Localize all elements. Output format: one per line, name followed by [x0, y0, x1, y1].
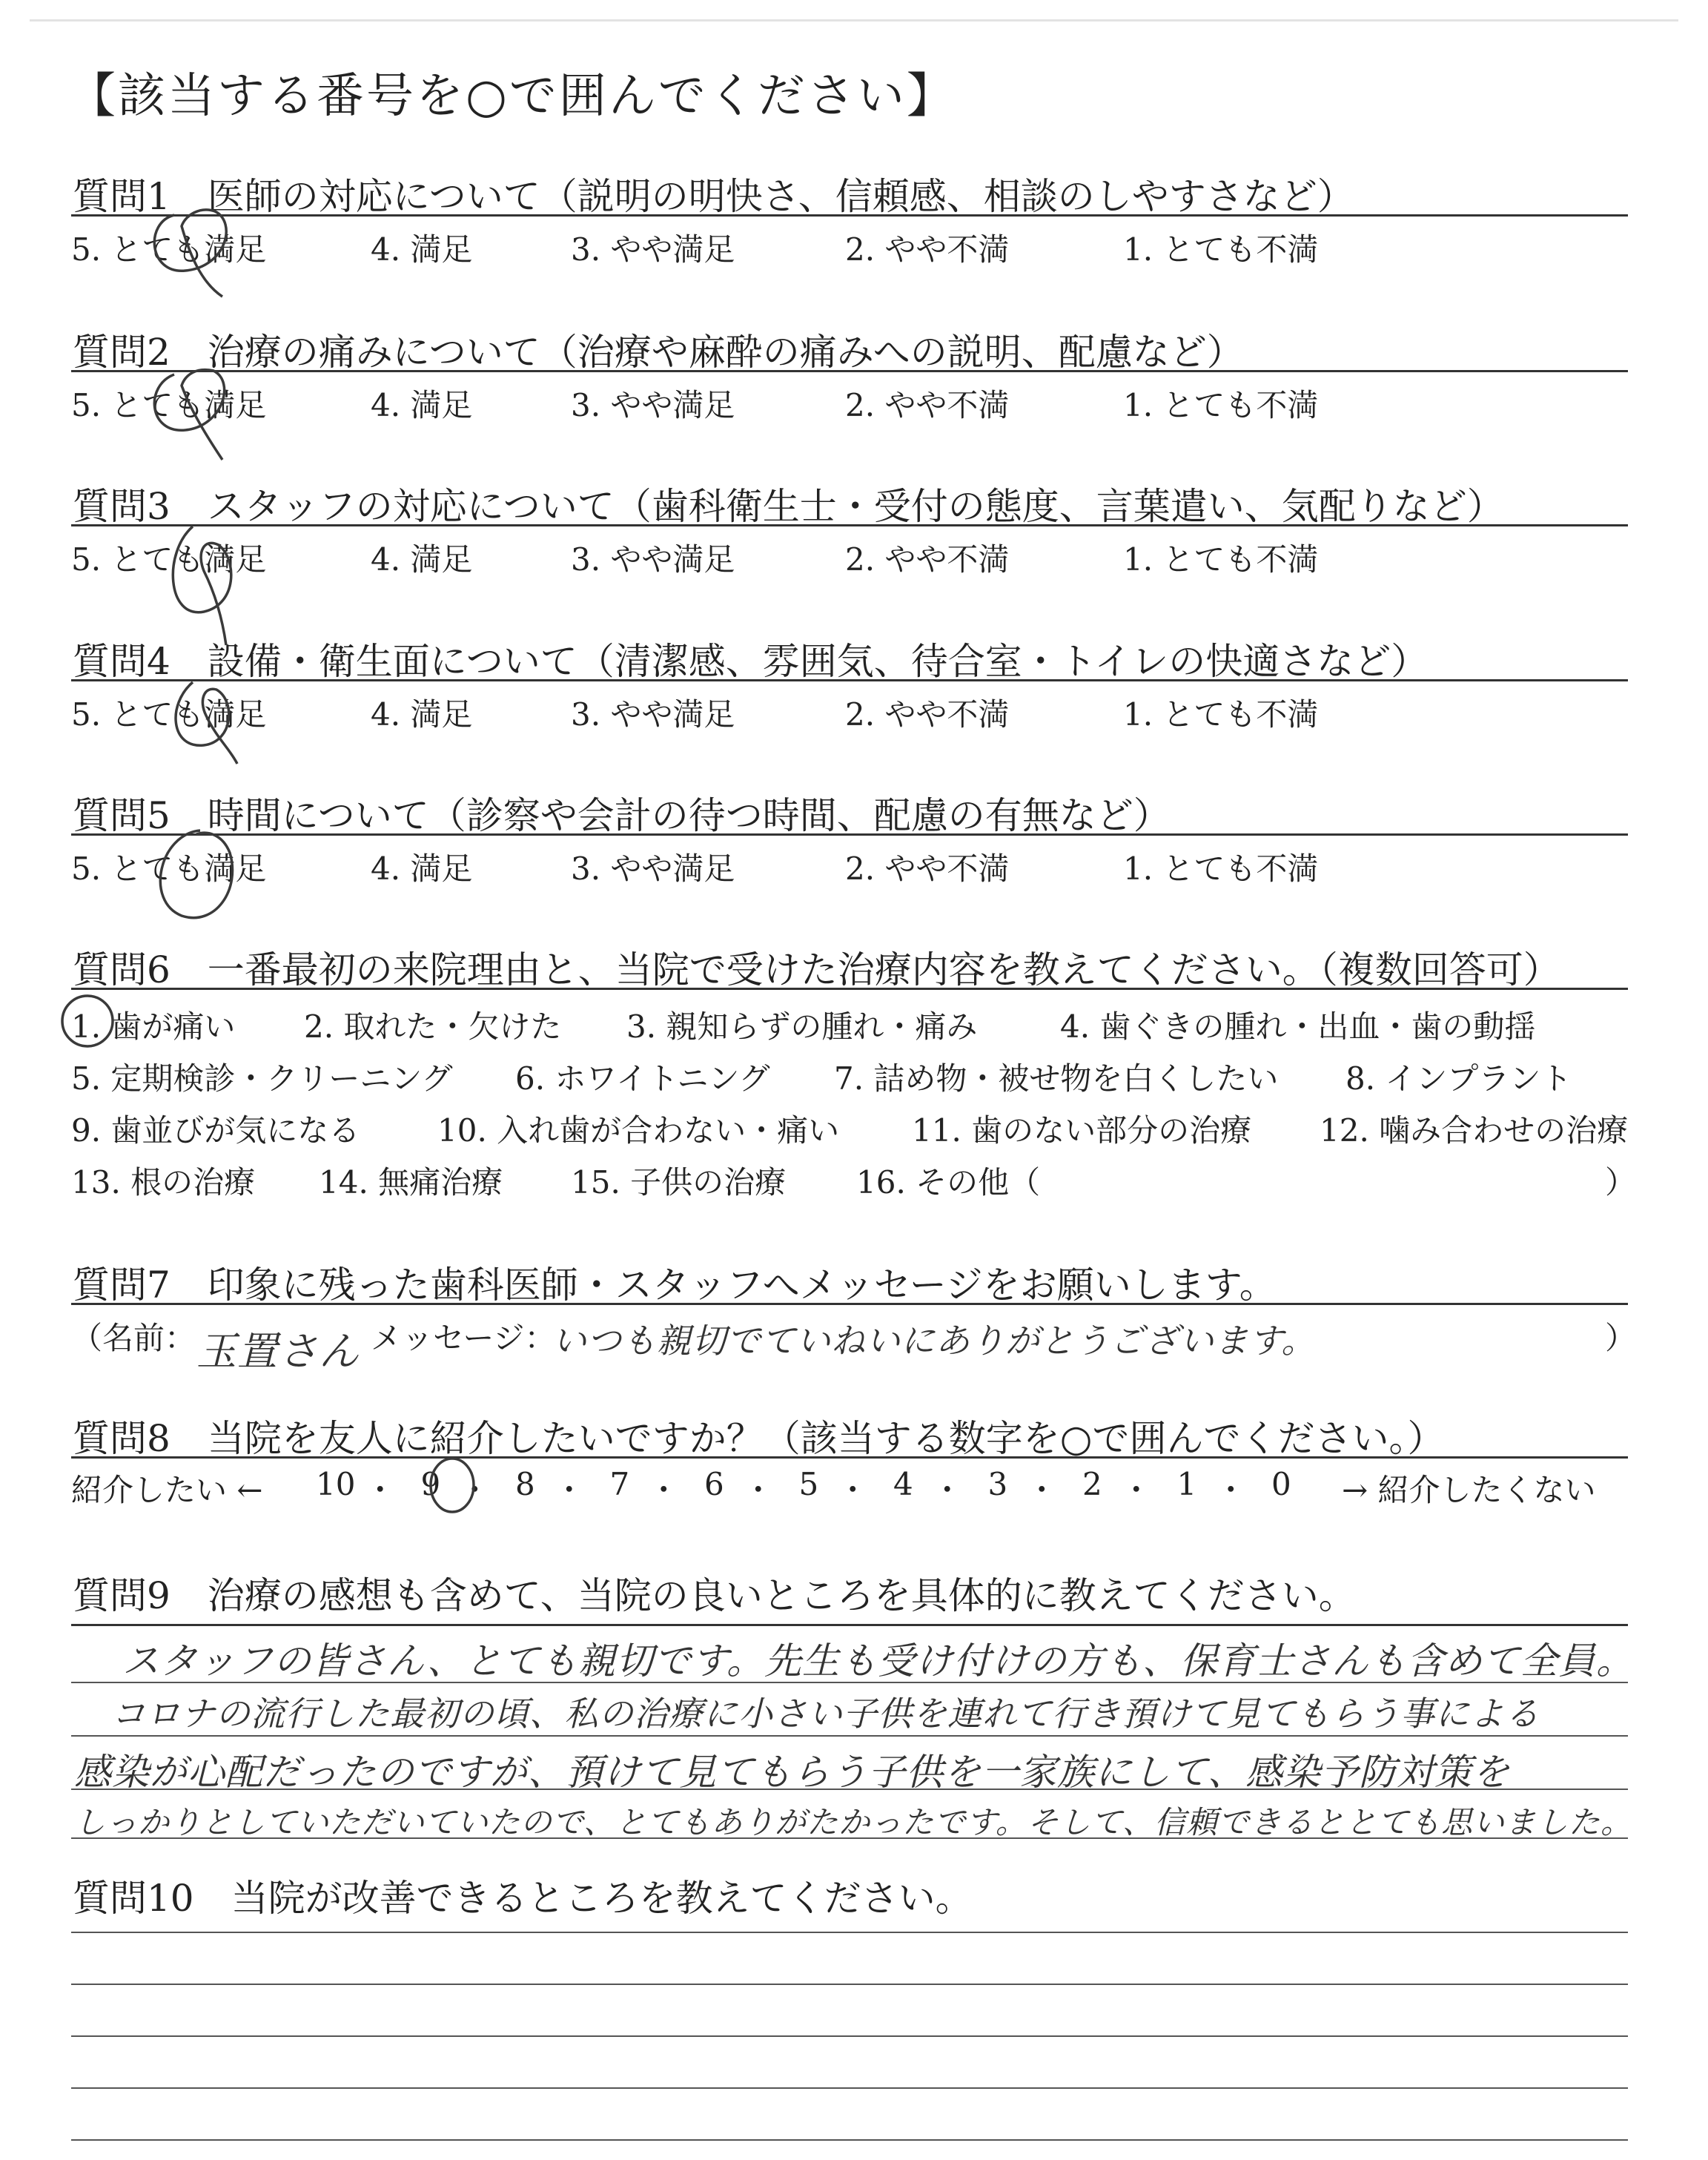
q8-scale-2[interactable]: 2: [1082, 1466, 1102, 1502]
q7-rule: [71, 1303, 1628, 1305]
q2-title: 質問2 治療の痛みについて（治療や麻酔の痛みへの説明、配慮など）: [73, 331, 1244, 374]
q4-rule: [71, 679, 1628, 681]
q3-option-1[interactable]: 1. とても不満: [1123, 541, 1319, 578]
q2-option-1[interactable]: 1. とても不満: [1123, 387, 1319, 423]
q7-name-label: （名前：: [71, 1320, 196, 1356]
q8-scale-separator: ・: [1120, 1472, 1152, 1508]
q6-option-9[interactable]: 9. 歯並びが気になる: [71, 1112, 360, 1149]
q2-option-3[interactable]: 3. やや満足: [571, 387, 735, 423]
q2-option-2[interactable]: 2. やや不満: [845, 387, 1010, 423]
q4-title: 質問4 設備・衛生面について（清潔感、雰囲気、待合室・トイレの快適さなど）: [73, 640, 1429, 683]
q10-title: 質問10 当院が改善できるところを教えてください。: [73, 1877, 973, 1920]
q4-option-4[interactable]: 4. 満足: [371, 696, 473, 733]
q8-scale-separator: ・: [1026, 1472, 1058, 1508]
top-edge-line: [30, 19, 1678, 22]
q9-rule: [71, 1624, 1628, 1626]
q6-option-10[interactable]: 10. 入れ歯が合わない・痛い: [437, 1112, 840, 1149]
q5-option-5[interactable]: 5. とても満足: [71, 851, 267, 887]
q4-option-3[interactable]: 3. やや満足: [571, 696, 735, 733]
q1-option-5[interactable]: 5. とても満足: [71, 231, 267, 268]
q5-option-4[interactable]: 4. 満足: [371, 851, 473, 887]
q6-option-13[interactable]: 13. 根の治療: [71, 1164, 256, 1200]
q1-rule: [71, 214, 1628, 217]
q10-line-rule-4: [71, 2087, 1628, 2089]
q10-line-rule-2: [71, 1984, 1628, 1985]
q1-option-2[interactable]: 2. やや不満: [845, 231, 1010, 268]
q6-option-8[interactable]: 8. インプラント: [1345, 1060, 1572, 1097]
q9-answer-line-3: 感染が心配だったのですが、預けて見てもらう子供を一家族にして、感染予防対策を: [74, 1751, 1510, 1794]
q6-option-5[interactable]: 5. 定期検診・クリーニング: [71, 1060, 453, 1097]
q6-option-16[interactable]: 16. その他（: [856, 1164, 1041, 1200]
q8-scale-1[interactable]: 1: [1176, 1466, 1197, 1502]
q10-line-rule-3: [71, 2035, 1628, 2037]
q10-line-rule-1: [71, 1932, 1628, 1933]
q4-option-1[interactable]: 1. とても不満: [1123, 696, 1319, 733]
q8-scale-separator: ・: [648, 1472, 680, 1508]
q2-option-5[interactable]: 5. とても満足: [71, 387, 267, 423]
q6-option-2[interactable]: 2. 取れた・欠けた: [304, 1008, 562, 1045]
q8-left-label: 紹介したい ←: [71, 1472, 263, 1508]
q5-option-2[interactable]: 2. やや不満: [845, 851, 1010, 887]
q1-option-3[interactable]: 3. やや満足: [571, 231, 735, 268]
q5-option-3[interactable]: 3. やや満足: [571, 851, 735, 887]
q10-line-rule-5: [71, 2139, 1628, 2141]
q8-right-label: → 紹介したくない: [1342, 1472, 1596, 1508]
q9-line-rule-4: [71, 1837, 1628, 1839]
q6-option-12[interactable]: 12. 噛み合わせの治療: [1320, 1112, 1629, 1149]
q6-option-7[interactable]: 7. 詰め物・被せ物を白くしたい: [834, 1060, 1279, 1097]
q6-option-6[interactable]: 6. ホワイトニング: [515, 1060, 770, 1097]
q8-scale-separator: ・: [742, 1472, 774, 1508]
q5-option-1[interactable]: 1. とても不満: [1123, 851, 1319, 887]
q9-line-rule-1: [71, 1682, 1628, 1683]
q8-scale-separator: ・: [1215, 1472, 1247, 1508]
q9-line-rule-3: [71, 1789, 1628, 1790]
q1-title: 質問1 医師の対応について（説明の明快さ、信頼感、相談のしやすさなど）: [73, 175, 1354, 218]
q3-rule: [71, 524, 1628, 526]
q3-option-5[interactable]: 5. とても満足: [71, 541, 267, 578]
q8-scale-3[interactable]: 3: [987, 1466, 1008, 1502]
q6-option-14[interactable]: 14. 無痛治療: [319, 1164, 503, 1200]
q9-answer-line-1: スタッフの皆さん、とても親切です。先生も受け付けの方も、保育士さんも含めて全員。: [122, 1639, 1634, 1682]
q8-scale-separator: ・: [364, 1472, 396, 1508]
q1-option-4[interactable]: 4. 満足: [371, 231, 473, 268]
q6-title: 質問6 一番最初の来院理由と、当院で受けた治療内容を教えてください。（複数回答可）: [73, 948, 1560, 991]
q3-title: 質問3 スタッフの対応について（歯科衛生士・受付の態度、言葉遣い、気配りなど）: [73, 485, 1504, 528]
q8-scale-separator: ・: [837, 1472, 869, 1508]
q3-option-3[interactable]: 3. やや満足: [571, 541, 735, 578]
q2-rule: [71, 370, 1628, 372]
q8-scale-6[interactable]: 6: [704, 1466, 724, 1502]
q7-message-value[interactable]: いつも親切でていねいにありがとうございます。: [552, 1321, 1317, 1361]
q8-rule: [71, 1456, 1628, 1459]
q8-scale-separator: ・: [931, 1472, 963, 1508]
q8-scale-separator: ・: [553, 1472, 585, 1508]
q4-option-2[interactable]: 2. やや不満: [845, 696, 1010, 733]
q8-scale-0[interactable]: 0: [1271, 1466, 1291, 1502]
q8-scale-4[interactable]: 4: [893, 1466, 913, 1502]
q6-option-11[interactable]: 11. 歯のない部分の治療: [912, 1112, 1252, 1149]
q8-scale-5[interactable]: 5: [798, 1466, 819, 1502]
q9-answer-line-4: しっかりとしていただいていたので、とてもありがたかったです。そして、信頼できるととても思いました。: [74, 1804, 1632, 1840]
q1-option-1[interactable]: 1. とても不満: [1123, 231, 1319, 268]
q5-rule: [71, 833, 1628, 836]
q6-option-15[interactable]: 15. 子供の治療: [571, 1164, 787, 1200]
q6-other-close-paren: ）: [1605, 1164, 1637, 1200]
q6-option-4[interactable]: 4. 歯ぐきの腫れ・出血・歯の動揺: [1060, 1008, 1536, 1045]
q3-option-2[interactable]: 2. やや不満: [845, 541, 1010, 578]
q6-option-3[interactable]: 3. 親知らずの腫れ・痛み: [626, 1008, 978, 1045]
q8-scale-separator: ・: [459, 1472, 491, 1508]
page-title: 【該当する番号を○で囲んでください】: [68, 69, 956, 124]
q8-title: 質問8 当院を友人に紹介したいですか？（該当する数字を○で囲んでください。）: [73, 1417, 1445, 1460]
q8-scale-7[interactable]: 7: [609, 1466, 630, 1502]
q8-scale-8[interactable]: 8: [515, 1466, 535, 1502]
q8-scale-10[interactable]: 10: [316, 1466, 356, 1502]
q2-option-4[interactable]: 4. 満足: [371, 387, 473, 423]
q5-title: 質問5 時間について（診察や会計の待つ時間、配慮の有無など）: [73, 794, 1171, 837]
q4-option-5[interactable]: 5. とても満足: [71, 696, 267, 733]
q7-title: 質問7 印象に残った歯科医師・スタッフへメッセージをお願いします。: [73, 1264, 1277, 1307]
q7-message-label: メッセージ：: [371, 1320, 556, 1356]
q9-title: 質問9 治療の感想も含めて、当院の良いところを具体的に教えてください。: [73, 1574, 1356, 1617]
q9-answer-line-2: コロナの流行した最初の頃、私の治療に小さい子供を連れて行き預けて見てもらう事による: [111, 1694, 1540, 1734]
q7-close-paren: ）: [1605, 1320, 1637, 1356]
q8-scale-9[interactable]: 9: [420, 1466, 441, 1502]
q9-line-rule-2: [71, 1735, 1628, 1737]
q7-name-value[interactable]: 玉置さん: [196, 1328, 360, 1375]
q3-option-4[interactable]: 4. 満足: [371, 541, 473, 578]
q6-rule: [71, 988, 1628, 990]
q6-option-1[interactable]: 1. 歯が痛い: [71, 1008, 236, 1045]
